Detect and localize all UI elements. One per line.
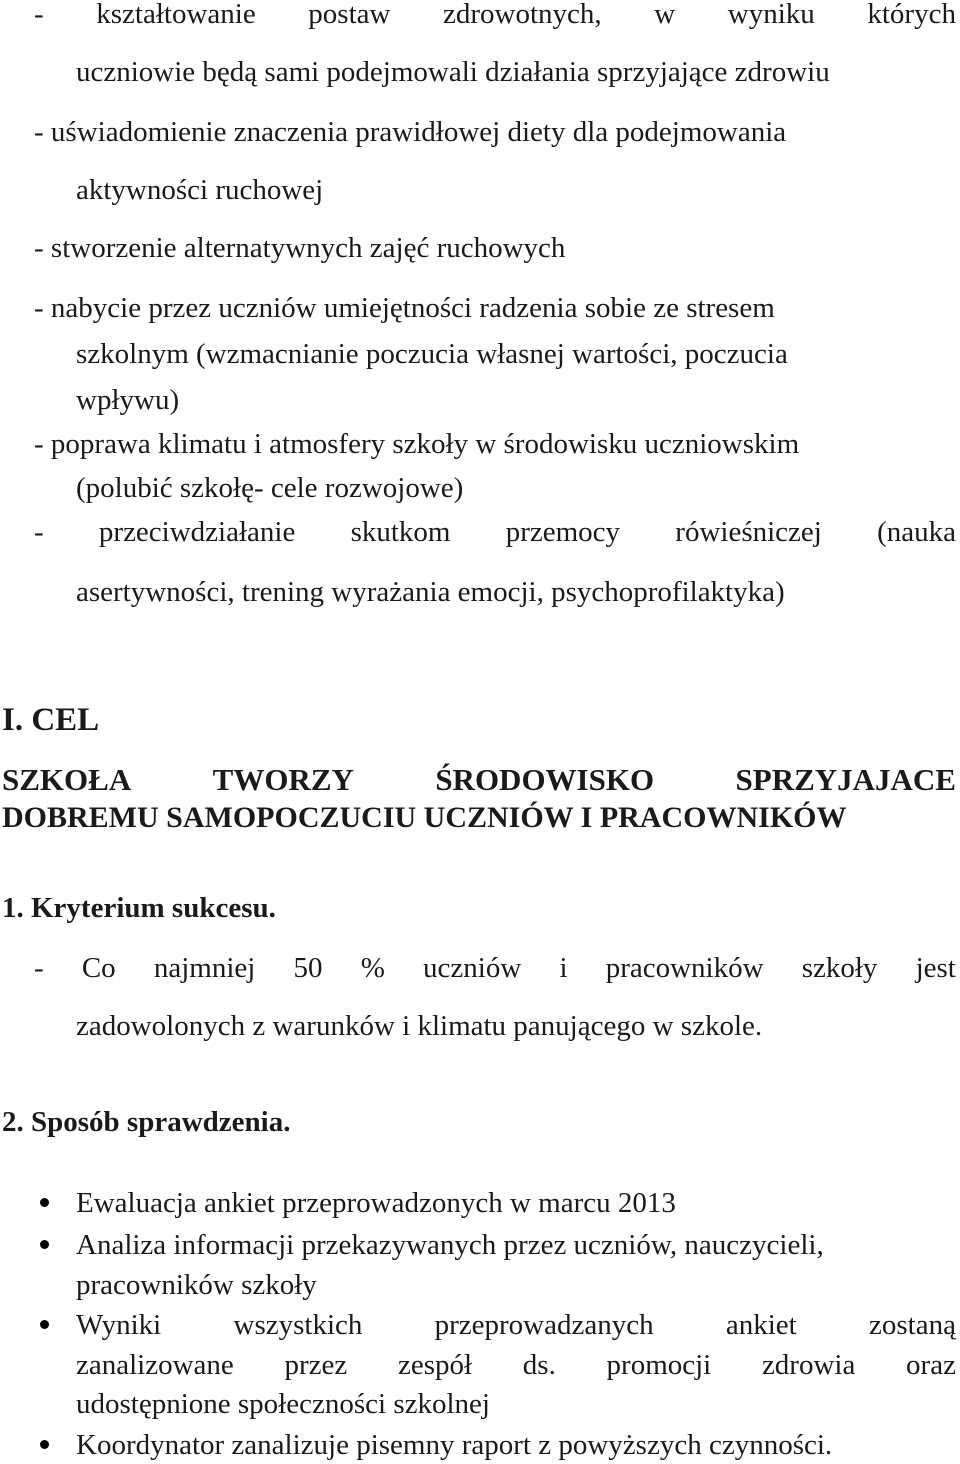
word: kształtowanie [96,0,256,30]
bullet-item-3-line-1 [76,1307,956,1343]
word: pracowników [605,952,764,984]
word: ankiet [725,1309,797,1341]
goal-line-2: DOBREMU SAMOPOCZUCIU UCZNIÓW I PRACOWNIKÓW [2,801,847,834]
word: zdrowotnych, [443,0,602,30]
word: najmniej [153,952,256,984]
word: jest [915,952,956,984]
bullet-icon [40,1320,49,1329]
dash-item-1-line-2: uczniowie będą sami podejmowali działania sprzyjające zdrowiu [76,56,830,88]
word: oraz [906,1349,956,1381]
word: uczniów [423,952,522,984]
word: przeprowadzanych [434,1309,654,1341]
word: - [34,0,44,30]
bullet-icon [40,1198,49,1207]
dash-item-4-line-1: - nabycie przez uczniów umiejętności radzenia sobie ze stresem [34,292,775,324]
bullet-item-3-line-2 [76,1347,956,1383]
criterion-heading: 1. Kryterium sukcesu. [2,892,276,924]
word: Co [81,952,116,984]
word: wyniku [727,0,815,30]
dash-item-4-line-3: wpływu) [76,384,180,416]
word: Wyniki [76,1309,162,1341]
word: 50 [293,952,323,984]
dash-item-3-line-1: - stworzenie alternatywnych zajęć ruchowych [34,232,566,264]
dash-item-6-line-2: asertywności, trening wyrażania emocji, psychoprofilaktyka) [76,576,785,608]
bullet-icon [40,1440,49,1449]
word: skutkom [350,516,451,548]
word: postaw [308,0,391,30]
dash-item-4-line-2: szkolnym (wzmacnianie poczucia własnej wartości, poczucia [76,338,788,370]
bullet-item-3-line-3: udostępnione społeczności szkolnej [76,1388,490,1420]
dash-item-6-line-1 [34,514,956,550]
word: - [34,952,44,984]
criterion-line-2: zadowolonych z warunków i klimatu panującego w szkole. [76,1010,763,1042]
word: (nauka [877,516,956,548]
word: SZKOŁA [2,762,132,797]
word: zostaną [868,1309,956,1341]
bullet-item-2-line-1: Analiza informacji przekazywanych przez uczniów, nauczycieli, [76,1229,824,1261]
word: rówieśniczej [675,516,822,548]
bullet-item-1-line-1: Ewaluacja ankiet przeprowadzonych w marcu 2013 [76,1187,676,1219]
word: przeciwdziałanie [98,516,296,548]
word: promocji [606,1349,712,1381]
word: szkoły [801,952,878,984]
verification-heading: 2. Sposób sprawdzenia. [2,1106,291,1138]
word: i [559,952,568,984]
word: przemocy [505,516,621,548]
dash-item-2-line-2: aktywności ruchowej [76,174,324,206]
word: ŚRODOWISKO [435,762,655,797]
criterion-line-1 [34,950,956,986]
word: przez [284,1349,348,1381]
word: ds. [522,1349,556,1381]
dash-item-1-line-1 [34,0,956,32]
word: zanalizowane [76,1349,234,1381]
bullet-item-2-line-2: pracowników szkoły [76,1269,317,1301]
word: % [360,952,385,984]
word: TWORZY [212,762,354,797]
word: zdrowia [761,1349,856,1381]
word: których [867,0,956,30]
word: SPRZYJAJACE [735,762,956,797]
dash-item-5-line-1: - poprawa klimatu i atmosfery szkoły w środowisku uczniowskim [34,428,800,460]
word: - [34,516,44,548]
word: w [654,0,676,30]
dash-item-2-line-1: - uświadomienie znaczenia prawidłowej diety dla podejmowania [34,116,787,148]
dash-item-5-line-2: (polubić szkołę- cele rozwojowe) [76,472,464,504]
goal-line-1 [2,762,956,798]
bullet-icon [40,1240,49,1249]
word: zespół [397,1349,473,1381]
bullet-item-4-line-1: Koordynator zanalizuje pisemny raport z powyższych czynności. [76,1429,833,1461]
section-title: I. CEL [2,702,100,738]
word: wszystkich [233,1309,363,1341]
